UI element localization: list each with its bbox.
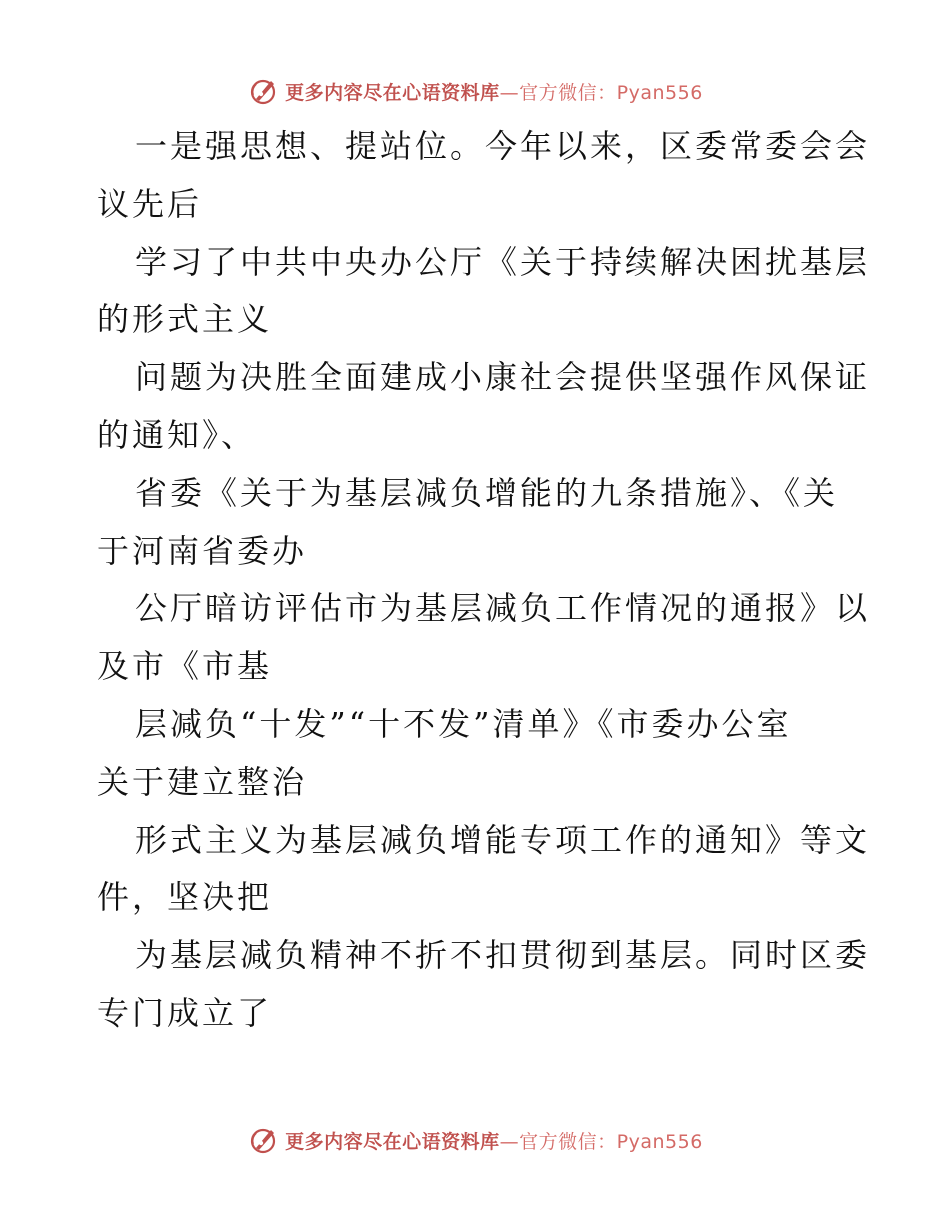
text-line: 省委《关于为基层减负增能的九条措施》、《关 [135, 473, 839, 512]
watermark-contact: —官方微信：Pyan556 [499, 1130, 703, 1153]
footer-watermark [0, 1120, 950, 1160]
text-line: 一是强思想、提站位。今年以来，区委常委会会 [135, 127, 871, 165]
watermark-brand: 更多内容尽在心语资料库 [285, 1130, 500, 1153]
text-line: 学习了中共中央办公厅《关于持续解决困扰基层 [135, 242, 871, 281]
text-line: 问题为决胜全面建成小康社会提供坚强作风保证 [135, 358, 871, 397]
text-line: 的通知》、 [97, 415, 257, 454]
watermark-contact: —官方微信：Pyan556 [499, 81, 703, 104]
text-line: 议先后 [97, 184, 203, 223]
watermark-brand: 更多内容尽在心语资料库 [285, 81, 500, 104]
text-line: 形式主义为基层减负增能专项工作的通知》等文 [135, 820, 871, 859]
text-line: 关于建立整治 [97, 762, 308, 801]
text-line: 公厅暗访评估市为基层减负工作情况的通报》以 [135, 589, 871, 628]
text-line: 层减负“十发”“十不发”清单》《市委办公室 [135, 704, 792, 743]
quill-seal-logo-icon [247, 1124, 279, 1156]
text-line: 的形式主义 [97, 300, 273, 339]
text-line: 及市《市基 [97, 647, 273, 686]
text-line: 专门成立了 [97, 993, 273, 1032]
text-line: 于河南省委办 [97, 531, 308, 570]
document-body [97, 118, 871, 1043]
text-line: 件，坚决把 [97, 878, 273, 917]
text-line: 为基层减负精神不折不扣贯彻到基层。同时区委 [135, 936, 871, 975]
header-watermark [0, 71, 950, 111]
quill-seal-logo-icon [247, 75, 279, 107]
